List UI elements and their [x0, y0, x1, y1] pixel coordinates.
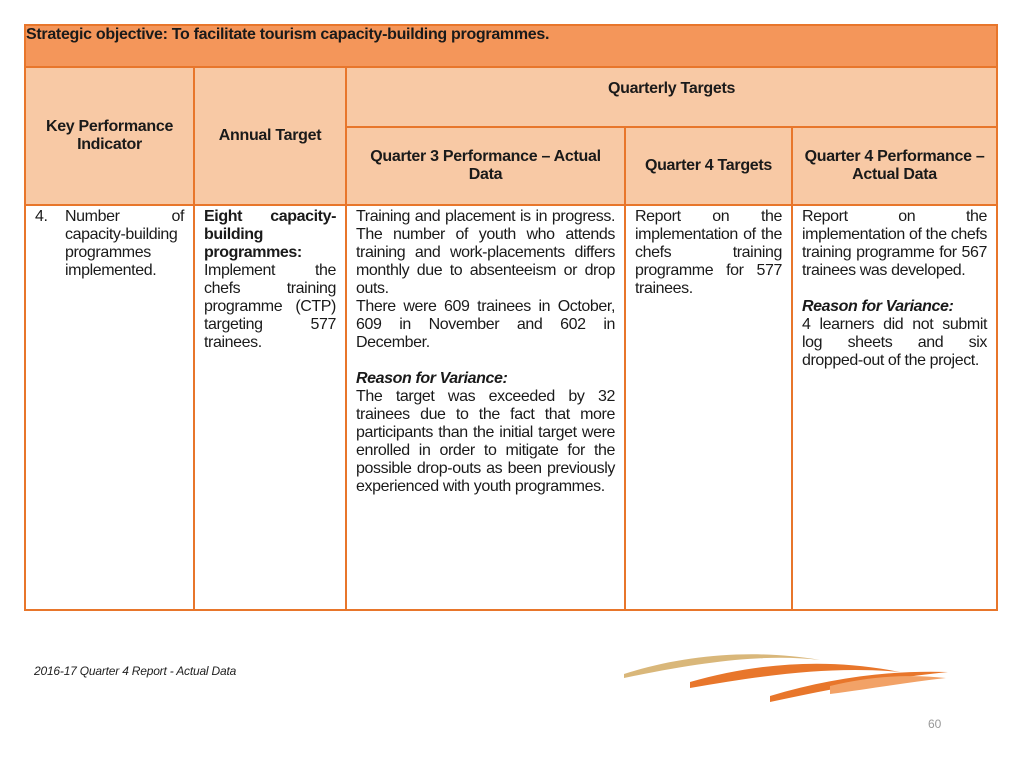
q3-variance-text: The target was exceeded by 32 trainees due to the fact that more participants than the initial target were enrolled in order to mitigate for the possible drop-outs as been previously experienced with youth programmes.	[356, 388, 615, 495]
footer-text: 2016-17 Quarter 4 Report - Actual Data	[34, 664, 237, 678]
header-quarterly-targets: Quarterly Targets	[346, 67, 997, 127]
q3-paragraph-2: There were 609 trainees in October, 609 in November and 602 in December.	[356, 298, 615, 351]
kpi-table	[24, 24, 998, 611]
q3-performance-cell	[346, 205, 625, 610]
header-q3-performance: Quarter 3 Performance – Actual Data	[346, 127, 625, 205]
kpi-text: Number of capacity-building programmes implemented.	[65, 208, 184, 279]
strategic-objective: Strategic objective: To facilitate tourism capacity-building programmes.	[25, 25, 997, 67]
q3-paragraph-1: Training and placement is in progress. The number of youth who attends training and work-placements differs monthly due to absenteeism or drop outs.	[356, 208, 615, 297]
page-number: 60	[928, 717, 942, 731]
header-q4-performance: Quarter 4 Performance – Actual Data	[792, 127, 997, 205]
header-annual-target: Annual Target	[194, 67, 346, 205]
annual-target-cell	[194, 205, 346, 610]
q3-variance-label: Reason for Variance:	[356, 370, 508, 387]
table-row	[25, 205, 997, 610]
q4-variance-text: 4 learners did not submit log sheets and six dropped-out of the project.	[802, 316, 988, 369]
q4-variance-label: Reason for Variance:	[802, 298, 954, 315]
kpi-cell	[25, 205, 194, 610]
swoosh-logo-icon	[620, 648, 950, 708]
annual-target-heading: Eight capacity-building programmes:	[204, 208, 336, 261]
header-kpi: Key Performance Indicator	[25, 67, 194, 205]
annual-target-text: Implement the chefs training programme (CTP) targeting 577 trainees.	[204, 262, 336, 351]
q4-performance-cell	[792, 205, 997, 610]
header-q4-targets: Quarter 4 Targets	[625, 127, 792, 205]
q4-target-text: Report on the implementation of the chefs training programme for 577 trainees.	[635, 208, 782, 297]
kpi-number: 4.	[35, 208, 48, 225]
q4-performance-text: Report on the implementation of the chefs training programme for 567 trainees was developed.	[802, 208, 988, 279]
q4-targets-cell	[625, 205, 792, 610]
